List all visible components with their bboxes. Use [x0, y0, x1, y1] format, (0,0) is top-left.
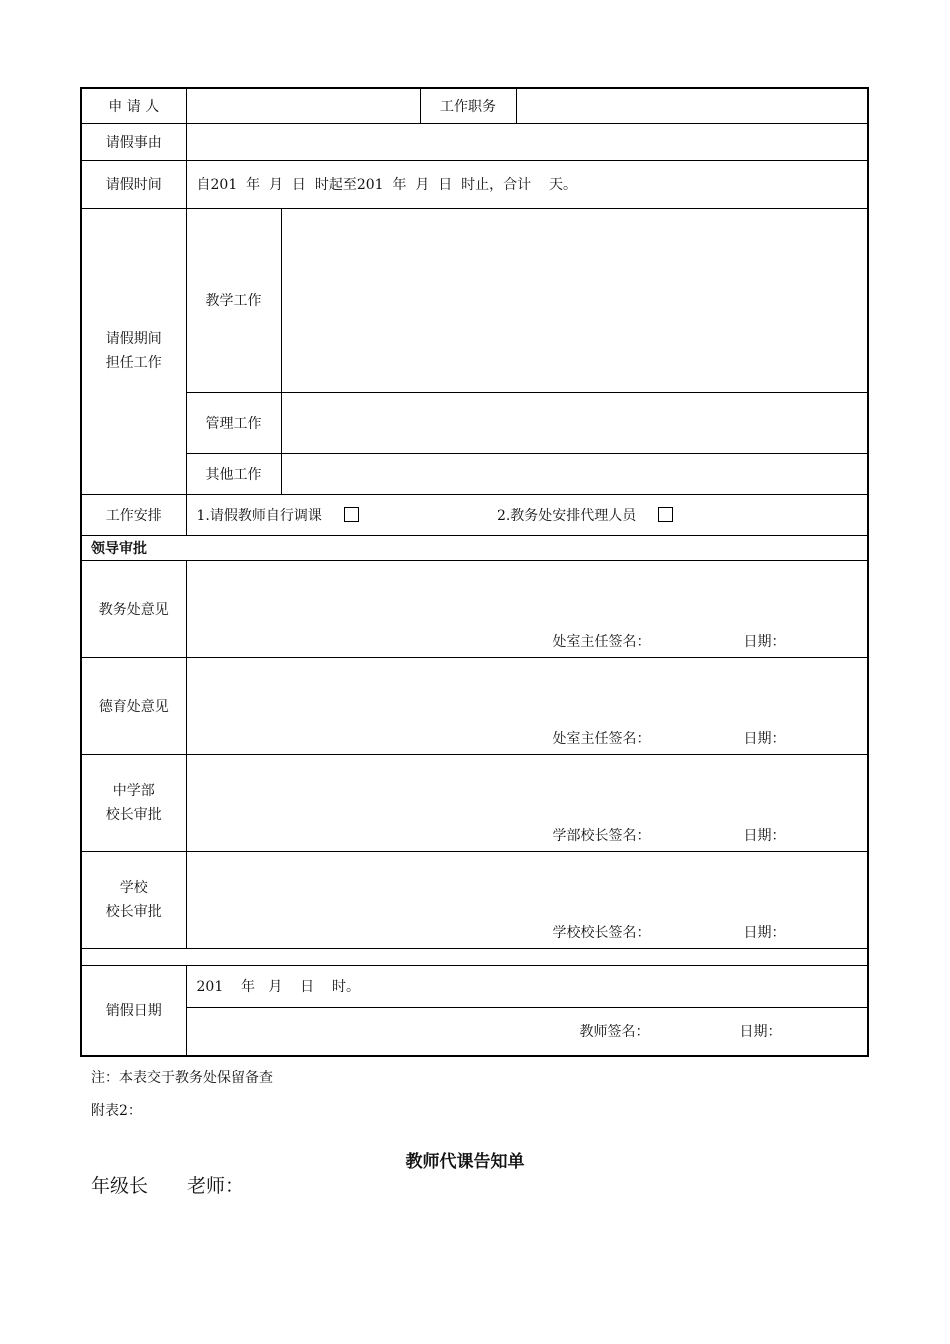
- other-field[interactable]: [281, 453, 868, 494]
- applicant-label: 申 请 人: [81, 88, 186, 123]
- duties-label: [81, 208, 186, 494]
- moral-date: 日期：: [743, 730, 786, 747]
- duties-label-line-2: 担任工作: [105, 355, 162, 371]
- position-field[interactable]: [516, 88, 868, 123]
- time-label: 请假时间: [81, 160, 186, 208]
- middle-school-date: 日期：: [743, 827, 786, 844]
- arrangement-row: [81, 494, 868, 535]
- moral-row: [81, 657, 868, 754]
- arrangement-label: 工作安排: [81, 494, 186, 535]
- applicant-row: [81, 88, 868, 123]
- footnote: 注：本表交于教务处保留备查: [91, 1070, 273, 1086]
- teaching-row: [81, 208, 868, 392]
- academic-row: [81, 560, 868, 657]
- time-row: [81, 160, 868, 208]
- teacher-signature: 教师签名：: [579, 1024, 650, 1040]
- appendix-label: 附表2：: [91, 1103, 142, 1119]
- management-field[interactable]: [281, 392, 868, 453]
- spacer-row: [81, 948, 868, 965]
- other-row: [81, 453, 868, 494]
- teaching-label: 教学工作: [186, 208, 281, 392]
- reason-label: 请假事由: [81, 123, 186, 160]
- self-arrange-checkbox[interactable]: [344, 507, 359, 522]
- cancel-label: 销假日期: [81, 965, 186, 1056]
- position-label: 工作职务: [420, 88, 516, 123]
- middle-school-row: [81, 754, 868, 851]
- cancel-sign-field[interactable]: [186, 1007, 868, 1056]
- academic-label: 教务处意见: [81, 560, 186, 657]
- time-field[interactable]: 自201 年 月 日 时起至201 年 月 日 时止，合计 天。: [186, 160, 868, 208]
- leave-form-table: [80, 87, 869, 1057]
- cancel-time-row: [81, 965, 868, 1007]
- arrangement-option-1: [197, 505, 493, 525]
- school-label: [81, 851, 186, 948]
- other-label: 其他工作: [186, 453, 281, 494]
- middle-school-label-line-1: 中学部: [112, 782, 155, 799]
- duties-label-line-1: 请假期间: [105, 331, 162, 347]
- management-row: [81, 392, 868, 453]
- management-label: 管理工作: [186, 392, 281, 453]
- school-date: 日期：: [743, 924, 786, 941]
- reason-row: [81, 123, 868, 160]
- grade-leader-label: 年级长: [91, 1175, 149, 1197]
- school-label-line-2: 校长审批: [105, 903, 162, 920]
- spacer-cell: [81, 948, 868, 965]
- moral-director-signature: 处室主任签名：: [552, 730, 651, 747]
- arrangement-option-2: [497, 508, 673, 524]
- applicant-field[interactable]: [186, 88, 420, 123]
- arrangement-option-1-label: 1.请假教师自行调课: [196, 507, 322, 524]
- school-principal-signature: 学校校长签名：: [552, 924, 651, 941]
- academic-opinion-field[interactable]: [186, 560, 868, 657]
- teaching-field[interactable]: [281, 208, 868, 392]
- middle-school-label-line-2: 校长审批: [105, 806, 162, 823]
- dept-principal-signature: 学部校长签名：: [552, 827, 651, 844]
- middle-school-approval-field[interactable]: [186, 754, 868, 851]
- academic-director-signature: 处室主任签名：: [552, 633, 651, 650]
- arrangement-option-2-label: 2.教务处安排代理人员: [496, 507, 637, 524]
- school-row: [81, 851, 868, 948]
- moral-label: 德育处意见: [81, 657, 186, 754]
- approval-header-row: [81, 535, 868, 560]
- teacher-label: 老师：: [187, 1175, 245, 1197]
- cancel-date: 日期：: [739, 1024, 782, 1040]
- school-label-line-1: 学校: [119, 879, 148, 896]
- school-approval-field[interactable]: [186, 851, 868, 948]
- arrangement-field: [186, 494, 868, 535]
- cancel-sign-row: [81, 1007, 868, 1056]
- reason-field[interactable]: [186, 123, 868, 160]
- office-arrange-checkbox[interactable]: [658, 507, 673, 522]
- moral-opinion-field[interactable]: [186, 657, 868, 754]
- cancel-time-field[interactable]: 201 年 月 日 时。: [186, 965, 868, 1007]
- middle-school-label: [81, 754, 186, 851]
- approval-header: 领导审批: [81, 535, 868, 560]
- academic-date: 日期：: [743, 633, 786, 650]
- substitute-notice-title: 教师代课告知单: [405, 1152, 525, 1172]
